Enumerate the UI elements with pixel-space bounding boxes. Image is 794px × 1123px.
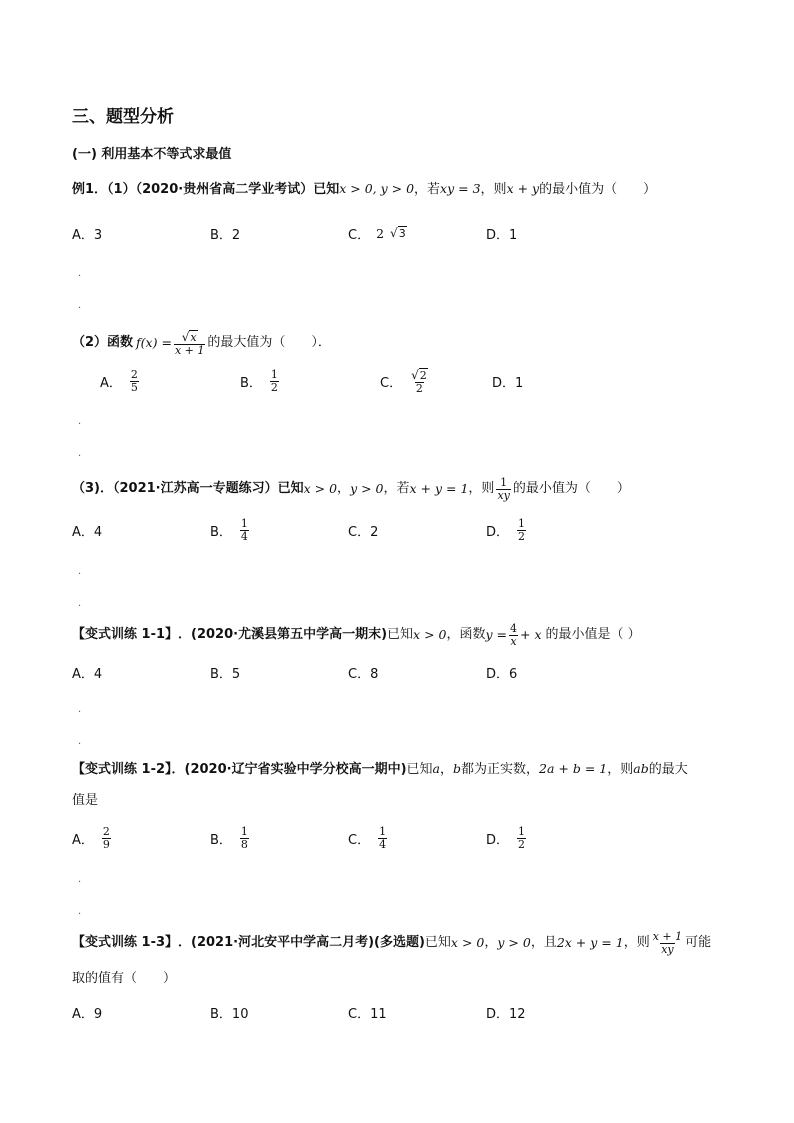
option-d: D． $\frac{1}{2}$ — [486, 516, 526, 543]
option-b: B．2 — [210, 227, 241, 243]
question-3-stem: （3)．（2021·江苏高一专题练习）已知 x > 0 ， y > 0 ，若 x + y = 1 ，则 $\frac{1}{xy}$ 的最小值为（ ） — [72, 475, 630, 502]
fraction: $\frac{x + 1}{xy}$ — [652, 929, 683, 956]
fraction: $\frac{4}{x}$ — [510, 621, 518, 648]
question-1-options — [72, 213, 732, 253]
variant-1-2-options — [72, 818, 732, 858]
paragraph-mark: · — [78, 419, 82, 430]
paragraph-mark: · — [78, 303, 82, 314]
paragraph-mark: · — [78, 569, 82, 580]
option-d: D．6 — [486, 666, 518, 682]
question-2-options — [100, 361, 760, 401]
option-c: C．11 — [348, 1006, 387, 1022]
option-d: D．1 — [486, 227, 518, 243]
option-c: C． $\frac{1}{4}$ — [348, 824, 387, 851]
variant-1-2-stem: 【变式训练 1-2】．(2020·辽宁省实验中学分校高一期中)已知a，b都为正实数，2a + b = 1，则ab的最大 — [72, 761, 688, 777]
variant-1-3-stem-line2: 取的值有（ ） — [72, 971, 177, 986]
option-b: B． $\frac{1}{8}$ — [210, 824, 248, 851]
option-b: B． $\frac{1}{4}$ — [210, 516, 248, 543]
paragraph-mark: · — [78, 707, 82, 718]
paragraph-mark: · — [78, 271, 82, 282]
option-c: C．2 — [348, 524, 379, 540]
option-b: B．5 — [210, 666, 241, 682]
option-c: C． √ 2 2 — [380, 367, 427, 395]
option-b: B．10 — [210, 1006, 249, 1022]
variant-1-1-stem: 【变式训练 1-1】 ．(2020·尤溪县第五中学高一期末) 已知 x > 0 ，函数 y = $\frac{4}{x}$ + x 的最小值是（ ） — [72, 621, 641, 648]
fraction: √ x x + 1 — [174, 329, 205, 357]
variant-1-2-stem-line2: 值是 — [72, 793, 99, 808]
option-a: A．4 — [72, 666, 103, 682]
paragraph-mark: · — [78, 909, 82, 920]
paragraph-mark: · — [78, 451, 82, 462]
option-d: D．12 — [486, 1006, 526, 1022]
option-a: A．9 — [72, 1006, 103, 1022]
option-a: A． $\frac{2}{9}$ — [72, 824, 110, 851]
question-1-stem: 例1．（1）（2020·贵州省高二学业考试）已知x > 0, y > 0，若xy = 3，则x + y的最小值为（ ） — [72, 181, 657, 197]
option-a: A． $\frac{2}{5}$ — [100, 367, 138, 394]
option-a: A．4 — [72, 524, 103, 540]
question-2-stem: （2）函数 f(x) = √ x x + 1 的最大值为（ ）． — [72, 329, 331, 357]
section-title: 三、题型分析 — [72, 107, 174, 127]
variant-1-3-options — [72, 992, 732, 1032]
sqrt-expression: √ 3 — [390, 226, 406, 240]
variant-1-1-options — [72, 652, 732, 692]
question-3-options — [72, 510, 732, 550]
option-c: C．8 — [348, 666, 379, 682]
option-d: D．1 — [492, 375, 524, 391]
option-c: C． 2 √ 3 — [348, 225, 406, 243]
subsection-title: (一) 利用基本不等式求最值 — [72, 147, 232, 162]
option-a: A．3 — [72, 227, 103, 243]
paragraph-mark: · — [78, 739, 82, 750]
paragraph-mark: · — [78, 601, 82, 612]
paragraph-mark: · — [78, 877, 82, 888]
fraction: $\frac{1}{xy}$ — [497, 475, 510, 502]
variant-1-3-stem: 【变式训练 1-3】 ．(2021·河北安平中学高二月考)(多选题) 已知 x > 0 ， y > 0 ，且 2x + y = 1 ，则 $\frac{x + 1}{xy}$ 可能 — [72, 929, 712, 956]
option-d: D． $\frac{1}{2}$ — [486, 824, 526, 851]
option-b: B． $\frac{1}{2}$ — [240, 367, 278, 394]
